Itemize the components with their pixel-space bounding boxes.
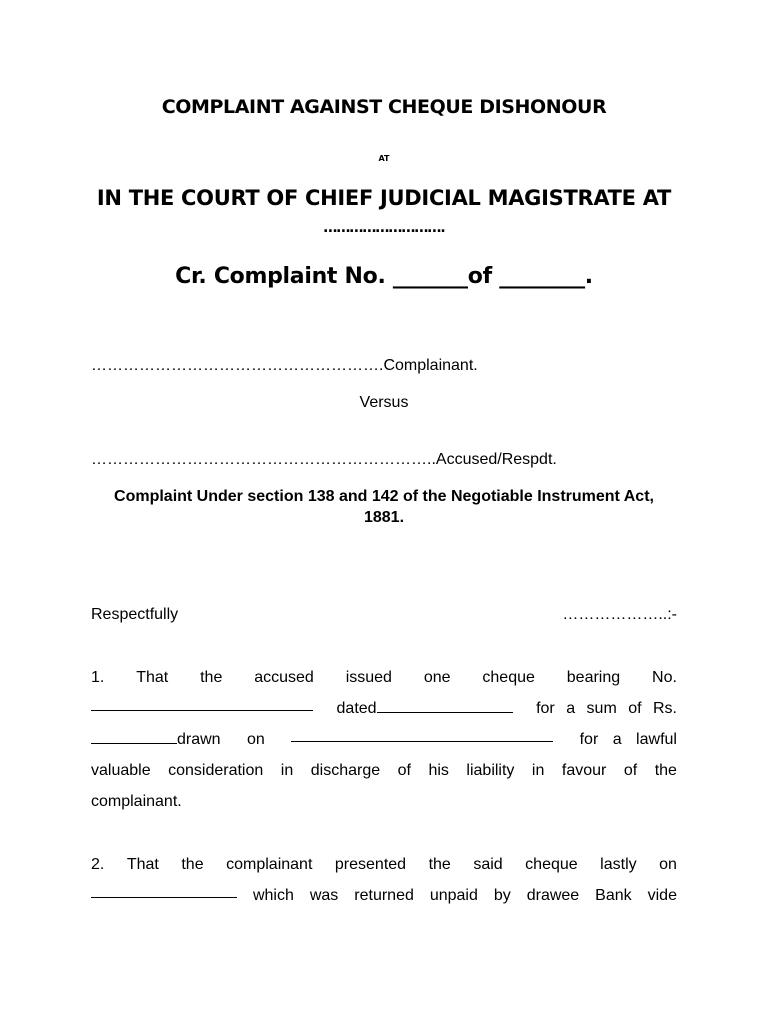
word: returned [354,887,414,904]
word: accused [254,669,314,686]
salutation-right: ………………..:- [562,606,677,623]
paragraph-line [91,849,677,880]
word: vide [647,887,677,904]
word: was [309,887,339,904]
court-heading: IN THE COURT OF CHIEF JUDICIAL MAGISTRATE AT [96,186,672,210]
at-label: AT [378,154,390,163]
versus-label: Versus [359,394,409,411]
word: consideration [168,762,264,779]
word: discharge [310,762,381,779]
word: favour [561,762,607,779]
word: dated [336,700,377,717]
word: his [428,762,449,779]
paragraph-line [91,724,677,755]
word: bearing [566,669,621,686]
word: valuable [91,762,151,779]
word: cheque [525,856,578,873]
cheque-date-blank [377,695,513,713]
word: complainant [226,856,313,873]
word: said [473,856,503,873]
drawn-group [91,724,221,755]
word: of [397,762,411,779]
salutation-row [91,606,677,624]
court-place-blank: ………………………. [323,220,445,236]
word: unpaid [429,887,478,904]
word: drawee [526,887,580,904]
paragraph-line [91,786,677,817]
word: Bank [595,887,632,904]
paragraph-1 [91,662,677,817]
word: 1. [91,669,105,686]
paragraph-line [91,662,677,693]
word: the [654,762,677,779]
paragraph-line [91,880,677,911]
salutation-left: Respectfully [91,606,179,623]
word: That [126,856,159,873]
word: cheque [482,669,535,686]
paragraph-2 [91,849,677,911]
word: one [423,669,451,686]
document-title: COMPLAINT AGAINST CHEQUE DISHONOUR [161,96,607,118]
word: presented [334,856,407,873]
word: the [181,856,204,873]
word: drawn [177,731,221,748]
accused-line: ………………………………………………………..Accused/Respdt. [91,451,557,468]
bank-blank [291,724,553,742]
word: liability [466,762,515,779]
word: in [280,762,294,779]
amount-blank [91,726,177,744]
word: the [428,856,451,873]
word: 2. [91,856,105,873]
word: No. [652,669,677,686]
word: in [531,762,545,779]
word: issued [345,669,392,686]
word: for a sum of Rs. [536,700,677,717]
section-heading: Complaint Under section 138 and 142 of the Negotiable Instrument Act, 1881. [114,488,654,526]
word: by [493,887,511,904]
complaint-number-heading: Cr. Complaint No. _______of ________. [175,264,593,289]
word: on [659,856,677,873]
word: complainant. [91,793,182,810]
word: the [200,669,223,686]
word: for a lawful [579,731,677,748]
word: on [246,731,265,748]
word: of [623,762,638,779]
word: lastly [600,856,637,873]
paragraph-line [91,755,677,786]
dated-group [337,693,513,724]
paragraph-line [91,693,677,724]
word: which [252,887,294,904]
cheque-number-blank [91,693,313,711]
presentation-date-blank [91,880,237,898]
word: That [136,669,169,686]
complainant-line: ……………………………………………….Complainant. [91,357,478,374]
